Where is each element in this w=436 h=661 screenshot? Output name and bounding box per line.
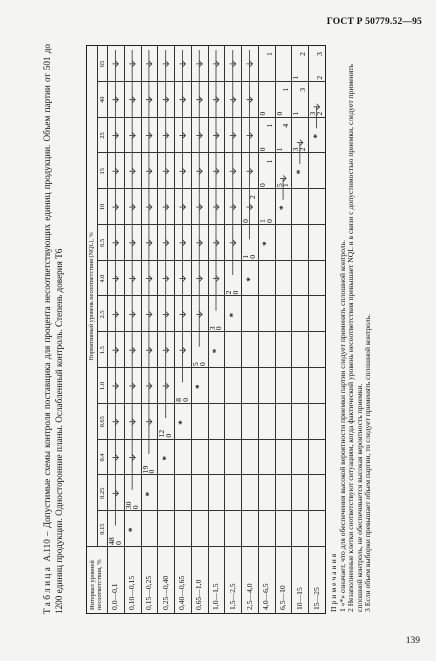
arrow-overlay [87, 46, 325, 613]
arrow-head [199, 276, 202, 282]
cell-value: 1 [257, 219, 267, 223]
arrow-head [199, 132, 202, 138]
note-item-2: 2 Незаполненные клетки соответствуют ситуациям, когда фактический уровень несоответствия превышает NQL и в связи с допустимостью приемки, следует применять сплошной контроль, не обеспечивается высокая вероятность приемки. [346, 64, 364, 612]
aql-column-label: 4.0 [99, 274, 106, 283]
star-marker: * [160, 456, 171, 461]
cell-value: 1 [274, 147, 284, 152]
row-interval-label: 0,0—0,1 [110, 583, 120, 610]
cell-value: 0 [197, 362, 207, 367]
aql-column-label: 2.5 [99, 310, 106, 319]
note-item-1: 1 «*» означает, что для обеспечения высокой вероятности приемки партии следует применять сплошной контроль. [337, 239, 347, 612]
arrow-head [233, 240, 236, 246]
arrow-head [115, 490, 118, 496]
arrow-head [132, 204, 135, 210]
arrow-head [132, 168, 135, 174]
arrow-head [132, 276, 135, 282]
row-interval-label: 0,25—0,40 [160, 575, 170, 610]
arrow-head [149, 311, 152, 317]
row-interval-label: 4,0—6,5 [261, 583, 271, 610]
cell-value: 0 [241, 219, 251, 223]
interval-header: Интервал уровней несоответствия, % [89, 559, 104, 610]
arrow-head [250, 168, 253, 174]
row-interval-label: 1,5—2,5 [227, 583, 237, 610]
aql-column-label: 15 [99, 168, 106, 175]
arrow-head [233, 61, 236, 67]
table-caption [42, 44, 65, 614]
aql-column-label: 10 [99, 203, 106, 211]
star-marker: * [294, 169, 305, 175]
arrow-head [115, 383, 118, 389]
arrow-head [182, 276, 185, 282]
arrow-head [233, 204, 236, 210]
aql-table [86, 45, 326, 614]
arrow-head [216, 132, 219, 138]
aql-column-label: 0.15 [99, 523, 106, 535]
cell-value: 1 [281, 183, 291, 188]
arrow-head [115, 311, 118, 317]
row-interval-label: 6,5—10 [278, 585, 288, 610]
star-marker: * [227, 312, 238, 318]
arrow-head [216, 97, 219, 103]
star-marker: * [211, 348, 221, 354]
arrow-head [216, 204, 219, 210]
grid-hline [174, 46, 175, 613]
cell-value: 19 [140, 465, 150, 474]
cell-value: 1 [291, 75, 301, 80]
cell-value: 3 [315, 52, 324, 56]
row-interval-label: 0,65—1,0 [194, 579, 204, 610]
grid-hline [241, 46, 242, 613]
arrow-head [149, 61, 152, 67]
arrow-head [115, 455, 118, 461]
arrow-head [166, 168, 169, 174]
arrow-head [166, 204, 169, 210]
arrow-head [149, 204, 152, 210]
row-interval-label: 0,40—0,65 [177, 575, 187, 610]
arrow-head [199, 240, 202, 246]
arrow-head [199, 204, 202, 210]
cell-value: 5 [274, 183, 284, 188]
arrow-head [317, 104, 320, 110]
rotated-content [38, 37, 384, 618]
cell-value: 8 [174, 397, 184, 402]
arrow-head [149, 276, 152, 282]
arrow-head [115, 132, 118, 138]
cell-value: 0 [147, 469, 157, 474]
arrow-head [115, 168, 118, 174]
table-notes [330, 44, 373, 612]
caption-lead: Таблица [42, 564, 52, 614]
grid-hline [291, 46, 292, 613]
arrow-head [115, 419, 118, 425]
arrow-head [149, 419, 152, 425]
star-marker: * [194, 384, 205, 389]
cell-value: 0 [257, 147, 267, 152]
aql-column-label: 0.25 [99, 487, 106, 499]
row-interval-label: 0,15—0,25 [143, 575, 153, 610]
arrow-head [149, 240, 152, 246]
row-interval-label: 2,5—4,0 [244, 583, 254, 610]
arrow-head [166, 383, 169, 389]
cell-value: 2 [315, 111, 324, 116]
cell-value: 0 [257, 111, 267, 116]
cell-value: 0 [257, 183, 267, 188]
arrow-head [182, 168, 185, 174]
arrow-head [199, 168, 202, 174]
grid-hline [157, 46, 158, 613]
cell-value: 0 [231, 290, 241, 295]
arrow-head [166, 347, 169, 353]
aql-column-label: 1.5 [99, 346, 106, 355]
arrow-head [115, 347, 118, 353]
aql-column-label: 40 [99, 96, 106, 103]
caption-text: А.110 – Допустимые схемы контроля поставщика для процента несоответствующих единиц продукции. Объем партии от 501 до 1200 единиц продукции. Односторонние планы. Ослабленный контроль. Степень доверия Т6 [42, 44, 64, 614]
aql-column-label: 0.4 [99, 453, 106, 462]
page-number: 139 [405, 636, 420, 646]
cell-value: 0 [214, 326, 224, 331]
arrow-head [115, 240, 118, 246]
notes-heading: Примечания [329, 551, 338, 612]
grid-vline [87, 546, 325, 547]
cell-value: 0 [164, 433, 174, 438]
arrow-head [233, 97, 236, 103]
grid-hline [141, 46, 142, 613]
arrow-head [199, 97, 202, 103]
document-header: ГОСТ Р 50779.52—95 [326, 17, 422, 27]
aql-column-label: 6.5 [99, 238, 106, 247]
star-marker: * [127, 527, 138, 533]
cell-value: 0 [247, 254, 257, 259]
cell-value: 2 [315, 75, 324, 80]
arrow-head [216, 276, 219, 282]
cell-value: 3 [308, 111, 318, 116]
arrow-head [250, 61, 253, 67]
arrow-head [149, 132, 152, 138]
arrow-head [166, 97, 169, 103]
arrow-head [166, 311, 169, 317]
arrow-head [132, 132, 135, 138]
arrow-head [233, 132, 236, 138]
grid-hline [275, 46, 276, 613]
grid-hline [107, 46, 108, 613]
arrow-head [233, 168, 236, 174]
aql-column-label: 0.65 [99, 416, 106, 428]
arrow-head [166, 61, 169, 67]
cell-value: 1 [264, 123, 274, 128]
cell-value: 0 [264, 219, 274, 223]
arrow-head [216, 168, 219, 174]
arrow-head [166, 132, 169, 138]
arrow-head [166, 240, 169, 246]
arrow-head [132, 419, 135, 425]
aql-column-label: 1.0 [99, 381, 106, 390]
star-marker: * [261, 241, 272, 246]
grid-hline [97, 46, 98, 547]
arrow-head [182, 61, 185, 67]
arrow-head [283, 175, 286, 181]
row-interval-label: 15—25 [311, 587, 321, 610]
arrow-head [182, 311, 185, 317]
arrow-head [132, 455, 135, 461]
cell-value: 1 [291, 111, 301, 116]
arrow-head [182, 240, 185, 246]
cell-value: 30 [123, 501, 133, 510]
star-marker: * [244, 277, 255, 282]
row-interval-label: 1,0—1,5 [211, 583, 220, 610]
arrow-head [182, 347, 185, 353]
cell-value: 3 [207, 326, 217, 331]
cell-value: 1 [241, 254, 251, 259]
cell-value: 3 [298, 87, 308, 92]
cell-value: 0 [113, 541, 123, 545]
note-item-3: 3 Если объем выборки превышает объем партии, то следует применять сплошной контроль. [363, 313, 373, 612]
cell-value: 2 [247, 195, 257, 200]
star-marker: * [177, 420, 188, 425]
arrow-head [199, 61, 202, 67]
arrow-head [199, 311, 202, 317]
arrow-head [250, 204, 253, 210]
cell-value: 2 [298, 52, 308, 56]
aql-header: Нормативный уровень несоответствия (NQL), % [88, 232, 95, 361]
cell-value: 48 [107, 537, 116, 545]
arrow-head [149, 383, 152, 389]
cell-value: 12 [157, 429, 167, 438]
arrow-head [182, 97, 185, 103]
row-interval-label: 0,10—0,15 [127, 575, 137, 610]
arrow-head [216, 240, 219, 246]
cell-value: 1 [264, 159, 274, 164]
aql-column-label: 25 [99, 132, 106, 139]
arrow-head [149, 168, 152, 174]
arrow-head [132, 61, 135, 67]
arrow-head [182, 204, 185, 210]
row-interval-label: 10—15 [294, 587, 304, 610]
arrow-head [115, 204, 118, 210]
cell-value: 2 [298, 147, 308, 152]
arrow-head [250, 132, 253, 138]
cell-value: 1 [264, 52, 274, 56]
arrow-head [166, 276, 169, 282]
cell-value: 0 [180, 397, 190, 402]
arrow-head [132, 347, 135, 353]
cell-value: 0 [130, 505, 140, 510]
cell-value: 0 [274, 111, 284, 116]
arrow-head [250, 97, 253, 103]
arrow-head [115, 276, 118, 282]
cell-value: 2 [224, 290, 234, 295]
arrow-head [115, 97, 118, 103]
arrow-head [149, 97, 152, 103]
arrow-head [132, 240, 135, 246]
arrow-head [149, 347, 152, 353]
aql-column-label: 65 [99, 60, 106, 68]
cell-value: 3 [291, 147, 301, 152]
grid-hline [258, 46, 259, 613]
arrow-head [216, 61, 219, 67]
grid-hline [191, 46, 192, 613]
cell-value: 5 [190, 362, 200, 367]
grid-hline [124, 46, 125, 613]
cell-value: 4 [281, 123, 291, 128]
cell-value: 1 [281, 87, 291, 92]
grid-hline [224, 46, 225, 613]
grid-hline [308, 46, 309, 613]
arrow-head [132, 97, 135, 103]
arrow-head [300, 140, 303, 146]
star-marker: * [278, 205, 289, 211]
arrow-head [115, 61, 118, 67]
star-marker: * [143, 491, 154, 497]
arrow-head [132, 383, 135, 389]
arrow-head [132, 311, 135, 317]
star-marker: * [311, 133, 322, 139]
arrow-head [182, 132, 185, 138]
